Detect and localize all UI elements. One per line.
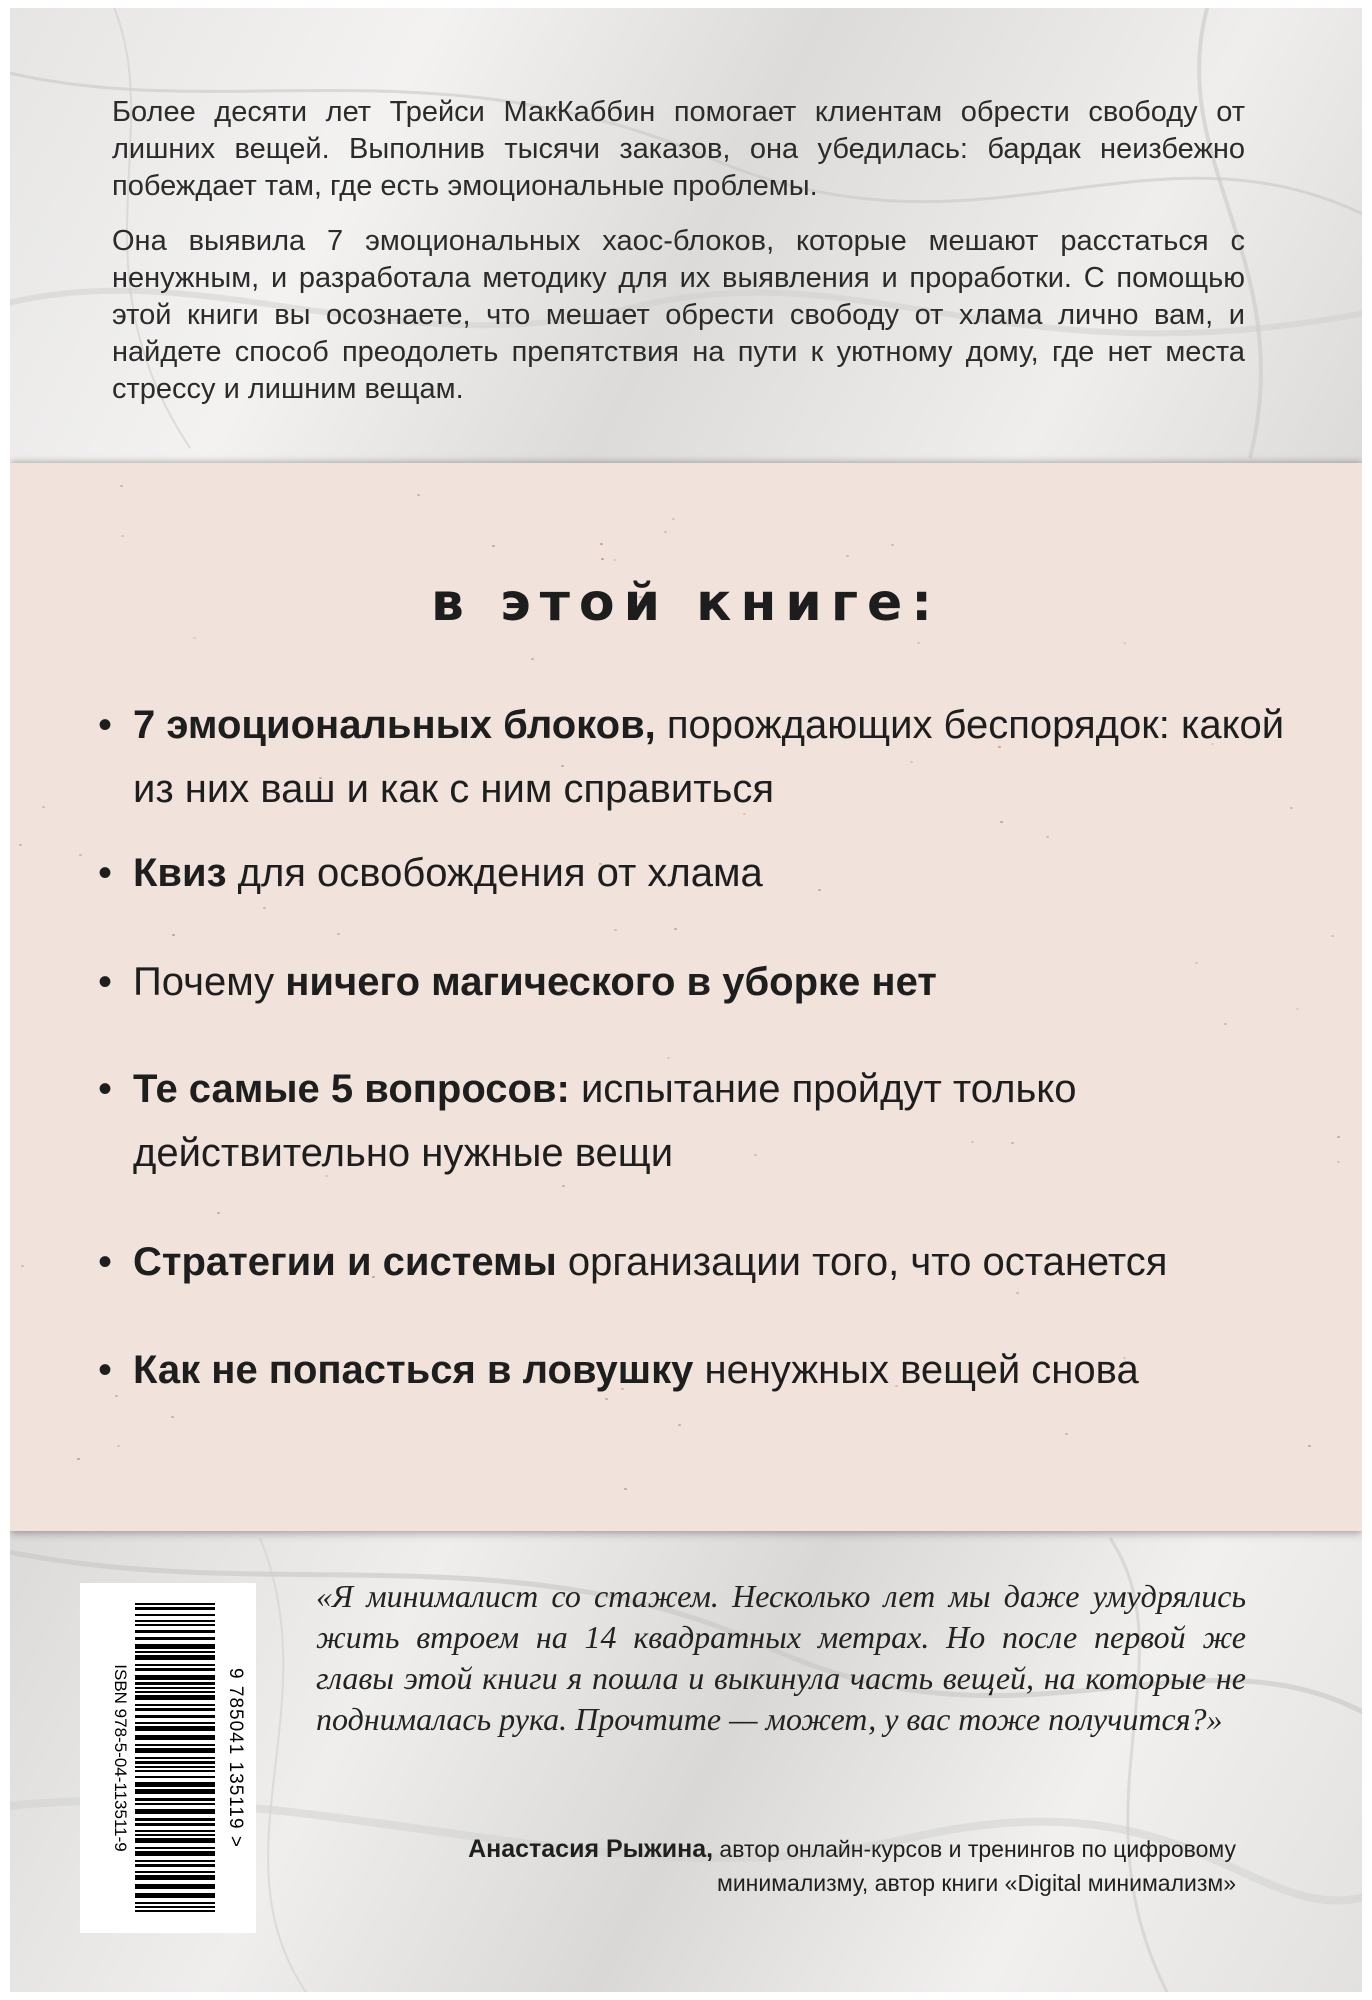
feature-item-no-magic	[98, 950, 1318, 1014]
paper-speck	[1065, 1433, 1068, 1435]
barcode-bar	[135, 1704, 215, 1706]
barcode-bar	[135, 1668, 215, 1671]
paper-speck	[1123, 642, 1126, 644]
barcode-bar	[135, 1871, 215, 1873]
paper-speck	[19, 844, 22, 846]
paper-speck	[79, 854, 82, 856]
barcode-bar	[135, 1761, 215, 1764]
barcode-bar	[135, 1884, 215, 1889]
barcode-bar	[135, 1838, 215, 1843]
barcode-digits: 9 785041 135119 >	[225, 1668, 246, 1848]
features-title: в этой книге:	[430, 573, 942, 633]
feature-text: порождающих беспорядок: какой из них ваш и как с ним справиться	[133, 703, 1285, 811]
testimonial-attribution	[336, 1832, 1236, 1900]
paper-speck	[846, 555, 849, 557]
barcode-bar	[135, 1687, 215, 1689]
paper-speck	[1337, 1136, 1340, 1138]
feature-text: организации того, что останется	[556, 1240, 1168, 1284]
paper-speck	[562, 1185, 565, 1187]
barcode-bar	[135, 1851, 215, 1856]
paper-speck	[117, 1445, 120, 1447]
bullet: •	[98, 703, 113, 747]
feature-bold: Как не попасться в ловушку	[133, 1348, 694, 1392]
barcode-bar	[135, 1722, 215, 1724]
barcode-bar	[135, 1809, 215, 1814]
feature-item-trap	[98, 1338, 1318, 1402]
paper-speck	[120, 485, 123, 487]
feature-text: Почему	[133, 960, 286, 1004]
bullet: •	[98, 960, 113, 1004]
barcode-bar	[135, 1757, 215, 1759]
barcode-bar	[135, 1818, 215, 1821]
barcode-bar	[135, 1893, 215, 1898]
paper-speck	[624, 1488, 627, 1490]
barcode-bar	[135, 1875, 215, 1880]
barcode-bar	[135, 1744, 215, 1746]
paper-speck	[193, 637, 196, 639]
bullet: •	[98, 1240, 113, 1284]
barcode	[80, 1583, 256, 1933]
barcode-bar	[135, 1682, 215, 1685]
paper-speck	[492, 545, 495, 547]
feature-text: ненужных вещей снова	[693, 1348, 1139, 1392]
feature-bold: 7 эмоциональных блоков,	[133, 703, 656, 747]
paper-speck	[172, 934, 175, 936]
paper-speck	[217, 1212, 220, 1214]
barcode-bar	[135, 1735, 215, 1740]
paper-speck	[601, 558, 604, 560]
paper-speck	[1000, 821, 1003, 823]
barcode-bar	[135, 1607, 215, 1610]
barcode-bar	[135, 1798, 215, 1801]
paper-speck	[1331, 935, 1334, 937]
barcode-bar	[135, 1695, 215, 1700]
barcode-bar	[135, 1644, 215, 1649]
paper-speck	[613, 559, 616, 561]
testimonial-author-description: автор онлайн-курсов и тренингов по цифровому минимализму, автор книги «Digital минимализм»	[713, 1836, 1236, 1896]
barcode-bar	[135, 1655, 215, 1660]
testimonial-author: Анастасия Рыжина,	[468, 1835, 714, 1863]
paper-speck	[664, 531, 667, 533]
barcode-bar	[135, 1782, 215, 1787]
barcode-bar	[135, 1748, 215, 1753]
intro-paragraph-1: Более десяти лет Трейси МакКаббин помогает клиентам обрести свободу от лишних вещей. Выполнив тысячи заказов, она убедилась: бардак неизбежно побеждает там, где есть эмоциональные проблемы.	[112, 96, 1245, 202]
feature-item-five-questions	[98, 1057, 1318, 1185]
barcode-bar	[135, 1620, 215, 1622]
barcode-bar	[135, 1864, 215, 1867]
isbn-text: ISBN 978-5-04-113511-9	[111, 1664, 130, 1852]
barcode-bar	[135, 1691, 215, 1693]
barcode-bar	[135, 1624, 215, 1626]
barcode-bar	[135, 1726, 215, 1731]
barcode-bar	[135, 1830, 215, 1832]
barcode-bar	[135, 1664, 215, 1666]
barcode-bar	[135, 1803, 215, 1805]
barcode-bar	[135, 1776, 215, 1778]
feature-item-emotional-blocks	[98, 693, 1318, 821]
paper-speck	[417, 494, 420, 496]
barcode-bar	[135, 1637, 215, 1640]
paper-speck	[678, 1424, 681, 1426]
barcode-bar	[135, 1902, 215, 1904]
bullet: •	[98, 851, 113, 895]
paper-speck	[42, 806, 45, 808]
barcode-bar	[135, 1630, 215, 1633]
paper-speck	[674, 928, 677, 930]
paper-speck	[121, 535, 124, 537]
barcode-bar	[135, 1860, 215, 1862]
paper-speck	[891, 544, 894, 546]
paper-speck	[1308, 1445, 1311, 1447]
bullet: •	[98, 1348, 113, 1392]
barcode-bar	[135, 1708, 215, 1711]
barcode-bar	[135, 1906, 215, 1908]
feature-text: испытание пройдут только действительно нужные вещи	[133, 1067, 1077, 1175]
barcode-graphic	[80, 1583, 256, 1933]
book-back-cover	[10, 8, 1362, 1992]
bullet: •	[98, 1067, 113, 1111]
barcode-bar	[135, 1789, 215, 1794]
feature-item-quiz	[98, 841, 1318, 905]
barcode-bar	[135, 1910, 215, 1912]
barcode-bar	[135, 1823, 215, 1826]
barcode-bar	[135, 1675, 215, 1680]
intro-text	[112, 94, 1245, 426]
intro-paragraph-2: Она выявила 7 эмоциональных хаос-блоков, которые мешают расстаться с ненужным, и разработала методику для их выявления и проработки. С помощью этой книги вы осознаете, что мешает обрести свободу от хлама лично вам, и найдете способ преодолеть препятствия на пути к уютному дому, где нет места стрессу и лишним вещам.	[112, 225, 1245, 405]
barcode-bar	[135, 1614, 215, 1616]
paper-speck	[1224, 1023, 1227, 1025]
paper-speck	[917, 642, 920, 644]
paper-speck	[1337, 1161, 1340, 1163]
testimonial-quote: «Я минималист со стажем. Несколько лет мы даже умудрялись жить втроем на 14 квадратных метрах. Но после первой же главы этой книги я пошла и выкинула часть вещей, на которые не поднималась рука. Прочтите — может, у вас тоже получится?»	[316, 1578, 1246, 1737]
feature-bold: Стратегии и системы	[133, 1240, 557, 1284]
paper-speck	[531, 658, 534, 660]
feature-bold: ничего магического в уборке нет	[285, 960, 937, 1004]
barcode-bars	[135, 1603, 215, 1912]
feature-text: для освобождения от хлама	[226, 851, 763, 895]
barcode-bar	[135, 1651, 215, 1653]
paper-speck	[337, 933, 340, 935]
paper-speck	[1046, 836, 1049, 838]
paper-speck	[614, 929, 617, 931]
paper-speck	[21, 1265, 24, 1267]
paper-speck	[263, 907, 266, 909]
paper-speck	[600, 543, 603, 545]
features-band	[10, 463, 1362, 1531]
feature-item-strategies	[98, 1230, 1318, 1294]
paper-speck	[672, 518, 675, 520]
feature-bold: Квиз	[133, 851, 227, 895]
barcode-bar	[135, 1770, 215, 1772]
paper-speck	[77, 1458, 80, 1460]
barcode-bar	[135, 1766, 215, 1768]
barcode-bar	[135, 1603, 215, 1605]
barcode-bar	[135, 1834, 215, 1836]
barcode-bar	[135, 1715, 215, 1718]
barcode-bar	[135, 1847, 215, 1849]
paper-speck	[171, 1416, 174, 1418]
feature-bold: Те самые 5 вопросов:	[133, 1067, 570, 1111]
